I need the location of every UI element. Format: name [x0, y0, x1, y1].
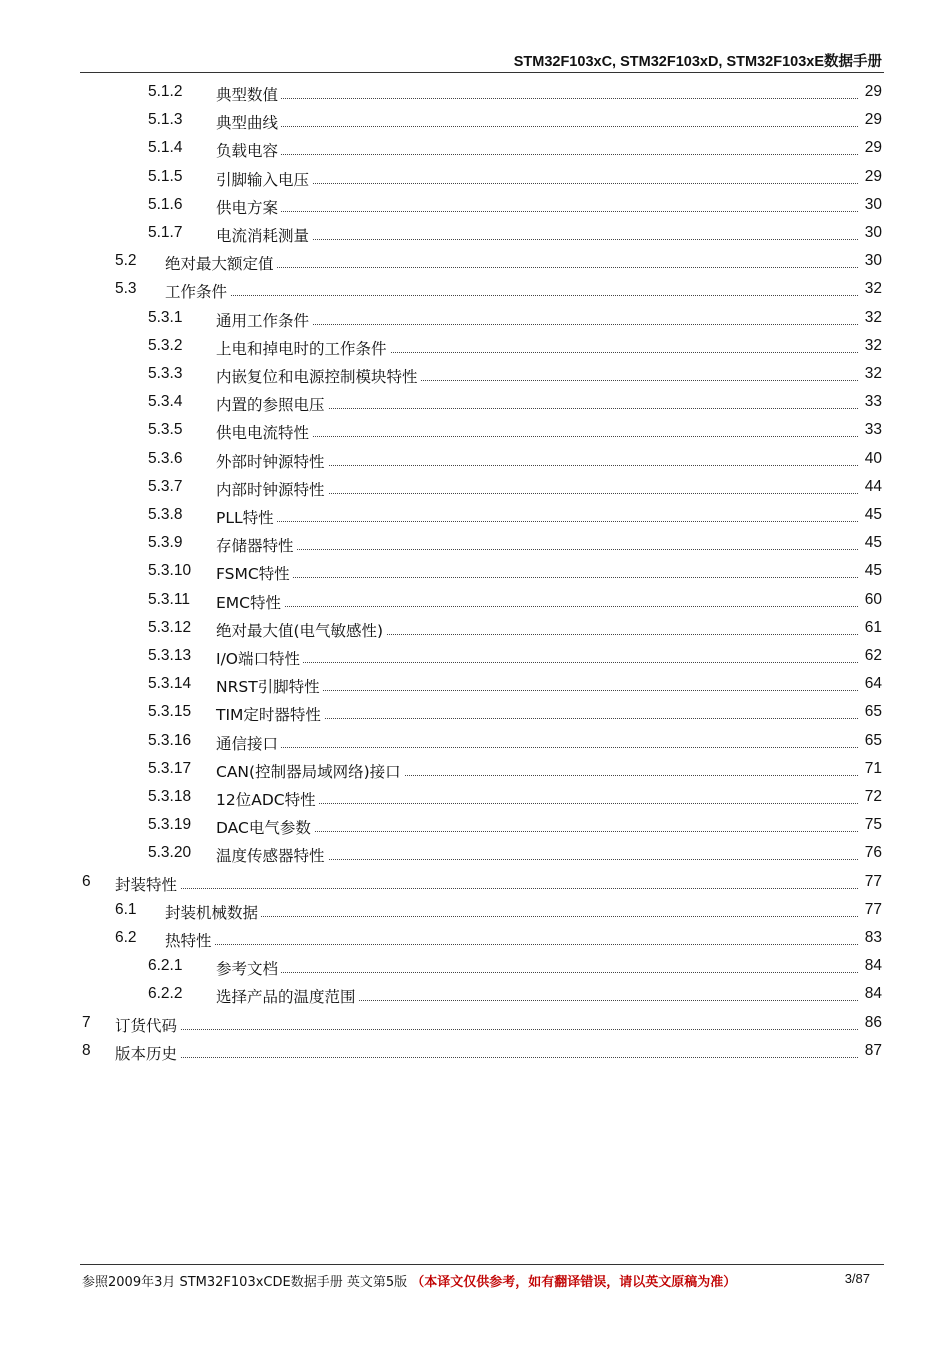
toc-entry-number: 5.3.1: [148, 308, 183, 326]
toc-entry-number: 5.3.10: [148, 562, 192, 580]
toc-entry[interactable]: [0, 275, 950, 303]
toc-entry-page: 65: [864, 703, 882, 721]
toc-dot-leader: [216, 521, 858, 522]
toc-entry-title: FSMC特性: [216, 562, 293, 584]
toc-entry[interactable]: [0, 388, 950, 416]
toc-entry-page: 87: [864, 1041, 882, 1059]
toc-entry-title: 内置的参照电压: [216, 393, 328, 415]
toc-entry-page: 29: [864, 111, 882, 129]
toc-entry-number: 5.3.15: [148, 703, 192, 721]
toc-entry[interactable]: [0, 1037, 950, 1065]
toc-entry[interactable]: [0, 755, 950, 783]
toc-entry-page: 33: [864, 393, 882, 411]
toc-dot-leader: [216, 98, 858, 99]
toc-entry-title: CAN(控制器局域网络)接口: [216, 760, 404, 782]
toc-entry-page: 29: [864, 83, 882, 100]
toc-entry-title: 外部时钟源特性: [216, 450, 328, 472]
toc-entry-page: 32: [864, 336, 882, 354]
toc-entry-number: 6: [82, 872, 91, 890]
toc-entry[interactable]: [0, 952, 950, 980]
toc-entry[interactable]: [0, 416, 950, 444]
toc-entry-number: 7: [82, 1013, 91, 1031]
toc-entry-page: 72: [864, 788, 882, 805]
toc-entry-number: 5.3.16: [148, 731, 192, 749]
toc-entry-page: 30: [864, 224, 882, 241]
toc-entry-number: 5.3: [115, 280, 137, 298]
toc-dot-leader: [216, 183, 858, 184]
toc-entry-page: 64: [864, 675, 882, 693]
toc-entry[interactable]: [0, 360, 950, 388]
toc-entry[interactable]: [0, 1009, 950, 1037]
footer-text: [82, 1271, 736, 1290]
toc-entry-number: 5.3.12: [148, 618, 192, 636]
toc-entry[interactable]: [0, 868, 950, 896]
header-rule: [80, 72, 884, 73]
toc-entry-page: 84: [864, 985, 882, 1003]
toc-entry[interactable]: [0, 698, 950, 726]
toc-entry-title: 封装机械数据: [165, 901, 261, 923]
footer-source: 参照2009年3月 STM32F103xCDE数据手册 英文第5版: [82, 1275, 408, 1290]
toc-entry[interactable]: [0, 78, 950, 106]
toc-entry[interactable]: [0, 614, 950, 642]
toc-entry-number: 5.1.5: [148, 167, 183, 185]
toc-dot-leader: [216, 747, 858, 748]
toc-entry-number: 5.3.11: [148, 590, 190, 608]
toc-entry-number: 8: [82, 1041, 91, 1059]
toc-entry-page: 77: [864, 872, 882, 890]
toc-entry-number: 5.3.19: [148, 816, 192, 834]
toc-entry-page: 77: [864, 900, 882, 918]
toc-entry-title: 典型曲线: [216, 111, 281, 133]
toc-entry-title: 内部时钟源特性: [216, 478, 328, 500]
toc-entry-page: 44: [864, 477, 882, 495]
toc-entry-title: 供电方案: [216, 196, 281, 218]
toc-entry-number: 5.3.18: [148, 788, 192, 805]
toc-entry-number: 6.2: [115, 929, 137, 946]
toc-entry-title: NRST引脚特性: [216, 675, 323, 697]
toc-entry-title: DAC电气参数: [216, 816, 314, 838]
page-number: 3/87: [844, 1271, 870, 1286]
toc-dot-leader: [216, 324, 858, 325]
toc-entry-title: 通用工作条件: [216, 309, 312, 331]
toc-entry-page: 32: [864, 308, 882, 326]
toc-entry-page: 33: [864, 421, 882, 439]
toc-entry[interactable]: [0, 445, 950, 473]
toc-entry-page: 29: [864, 167, 882, 185]
toc-entry-title: 选择产品的温度范围: [216, 985, 359, 1007]
toc-entry[interactable]: [0, 529, 950, 557]
toc-entry-number: 5.3.17: [148, 759, 192, 777]
toc-entry-number: 5.3.3: [148, 365, 183, 382]
toc-entry-title: 温度传感器特性: [216, 844, 328, 866]
toc-entry-title: PLL特性: [216, 506, 277, 528]
toc-entry-title: 热特性: [165, 929, 215, 951]
toc-entry-number: 5.1.3: [148, 111, 183, 129]
toc-entry-title: 参考文档: [216, 957, 281, 979]
toc-entry-number: 6.1: [115, 900, 137, 918]
toc-dot-leader: [115, 1057, 858, 1058]
toc-entry-number: 5.3.7: [148, 477, 183, 495]
toc-entry-page: 65: [864, 731, 882, 749]
toc-entry[interactable]: [0, 896, 950, 924]
toc-entry[interactable]: [0, 727, 950, 755]
toc-entry[interactable]: [0, 304, 950, 332]
toc-entry[interactable]: [0, 134, 950, 162]
toc-entry[interactable]: [0, 473, 950, 501]
toc-entry-title: 绝对最大值(电气敏感性): [216, 619, 386, 641]
toc-entry[interactable]: [0, 163, 950, 191]
toc-entry-page: 76: [864, 844, 882, 862]
toc-entry[interactable]: [0, 670, 950, 698]
toc-entry[interactable]: [0, 501, 950, 529]
toc-entry-page: 40: [864, 449, 882, 467]
toc-dot-leader: [165, 295, 858, 296]
toc-entry-title: 引脚输入电压: [216, 168, 312, 190]
toc-entry-title: 上电和掉电时的工作条件: [216, 337, 390, 359]
toc-entry[interactable]: [0, 191, 950, 219]
toc-entry-page: 62: [864, 647, 882, 664]
toc-entry-number: 5.1.7: [148, 224, 183, 241]
toc-entry-number: 5.2: [115, 252, 137, 270]
toc-dot-leader: [165, 916, 858, 917]
toc-dot-leader: [216, 154, 858, 155]
toc-entry-title: 内嵌复位和电源控制模块特性: [216, 365, 421, 387]
toc-entry-page: 61: [864, 618, 882, 636]
toc-entry-title: TIM定时器特性: [216, 703, 324, 725]
toc-entry[interactable]: [0, 332, 950, 360]
toc-entry-title: 典型数值: [216, 83, 281, 105]
toc-entry-title: 版本历史: [115, 1042, 180, 1064]
toc-dot-leader: [165, 944, 858, 945]
toc-entry-page: 83: [864, 929, 882, 946]
toc-entry-title: EMC特性: [216, 591, 284, 613]
toc-entry-number: 5.3.4: [148, 393, 183, 411]
toc-entry-page: 29: [864, 139, 882, 157]
toc-entry-number: 5.1.4: [148, 139, 183, 157]
toc-entry-number: 6.2.1: [148, 957, 183, 975]
toc-entry-title: 负载电容: [216, 139, 281, 161]
toc-dot-leader: [216, 577, 858, 578]
toc-entry-title: 订货代码: [115, 1014, 180, 1036]
toc-dot-leader: [216, 972, 858, 973]
toc-dot-leader: [216, 126, 858, 127]
toc-dot-leader: [216, 436, 858, 437]
toc-entry[interactable]: [0, 980, 950, 1008]
toc-entry-title: 封装特性: [115, 873, 180, 895]
toc-entry-page: 45: [864, 562, 882, 580]
toc-entry-title: 供电电流特性: [216, 421, 312, 443]
toc-entry-page: 45: [864, 506, 882, 523]
toc-entry-title: 绝对最大额定值: [165, 252, 277, 274]
toc-entry[interactable]: [0, 586, 950, 614]
toc-entry[interactable]: [0, 924, 950, 952]
toc-entry-title: 工作条件: [165, 280, 230, 302]
toc-entry-number: 5.3.14: [148, 675, 192, 693]
toc-entry-page: 75: [864, 816, 882, 834]
toc-dot-leader: [216, 239, 858, 240]
toc-entry-page: 60: [864, 590, 882, 608]
toc-entry-title: 通信接口: [216, 732, 281, 754]
toc-entry-number: 5.3.13: [148, 647, 192, 664]
toc-entry-number: 5.1.6: [148, 195, 183, 213]
toc-entry[interactable]: [0, 811, 950, 839]
toc-entry-page: 45: [864, 534, 882, 552]
toc-entry[interactable]: [0, 783, 950, 811]
toc-entry[interactable]: [0, 219, 950, 247]
toc-entry[interactable]: [0, 247, 950, 275]
toc-entry-page: 71: [864, 759, 882, 777]
toc-entry[interactable]: [0, 642, 950, 670]
toc-dot-leader: [216, 549, 858, 550]
toc-entry-title: 存储器特性: [216, 534, 297, 556]
toc-entry-number: 5.3.2: [148, 336, 183, 354]
toc-dot-leader: [115, 888, 858, 889]
toc-entry[interactable]: [0, 557, 950, 585]
toc-entry-title: I/O端口特性: [216, 647, 303, 669]
toc-dot-leader: [216, 662, 858, 663]
toc-entry-page: 32: [864, 280, 882, 298]
toc-entry-number: 5.3.20: [148, 844, 192, 862]
footer-rule: [80, 1264, 884, 1265]
page-header-title: STM32F103xC, STM32F103xD, STM32F103xE数据手册: [513, 54, 882, 70]
footer-translation-note: （本译文仅供参考，如有翻译错误，请以英文原稿为准）: [411, 1275, 737, 1290]
toc-dot-leader: [216, 211, 858, 212]
toc-entry[interactable]: [0, 839, 950, 867]
toc-entry-number: 5.3.5: [148, 421, 183, 439]
toc-entry-page: 30: [864, 252, 882, 270]
toc-entry-number: 5.3.9: [148, 534, 183, 552]
toc-dot-leader: [216, 606, 858, 607]
toc-dot-leader: [115, 1029, 858, 1030]
toc-entry-page: 84: [864, 957, 882, 975]
toc-entry-number: 5.1.2: [148, 83, 183, 100]
toc-entry[interactable]: [0, 106, 950, 134]
toc-entry-page: 32: [864, 365, 882, 382]
toc-entry-title: 电流消耗测量: [216, 224, 312, 246]
toc-entry-page: 30: [864, 195, 882, 213]
toc-entry-title: 12位ADC特性: [216, 788, 319, 810]
toc-entry-number: 5.3.6: [148, 449, 183, 467]
toc-entry-number: 5.3.8: [148, 506, 183, 523]
toc-entry-page: 86: [864, 1013, 882, 1031]
toc-entry-number: 6.2.2: [148, 985, 183, 1003]
